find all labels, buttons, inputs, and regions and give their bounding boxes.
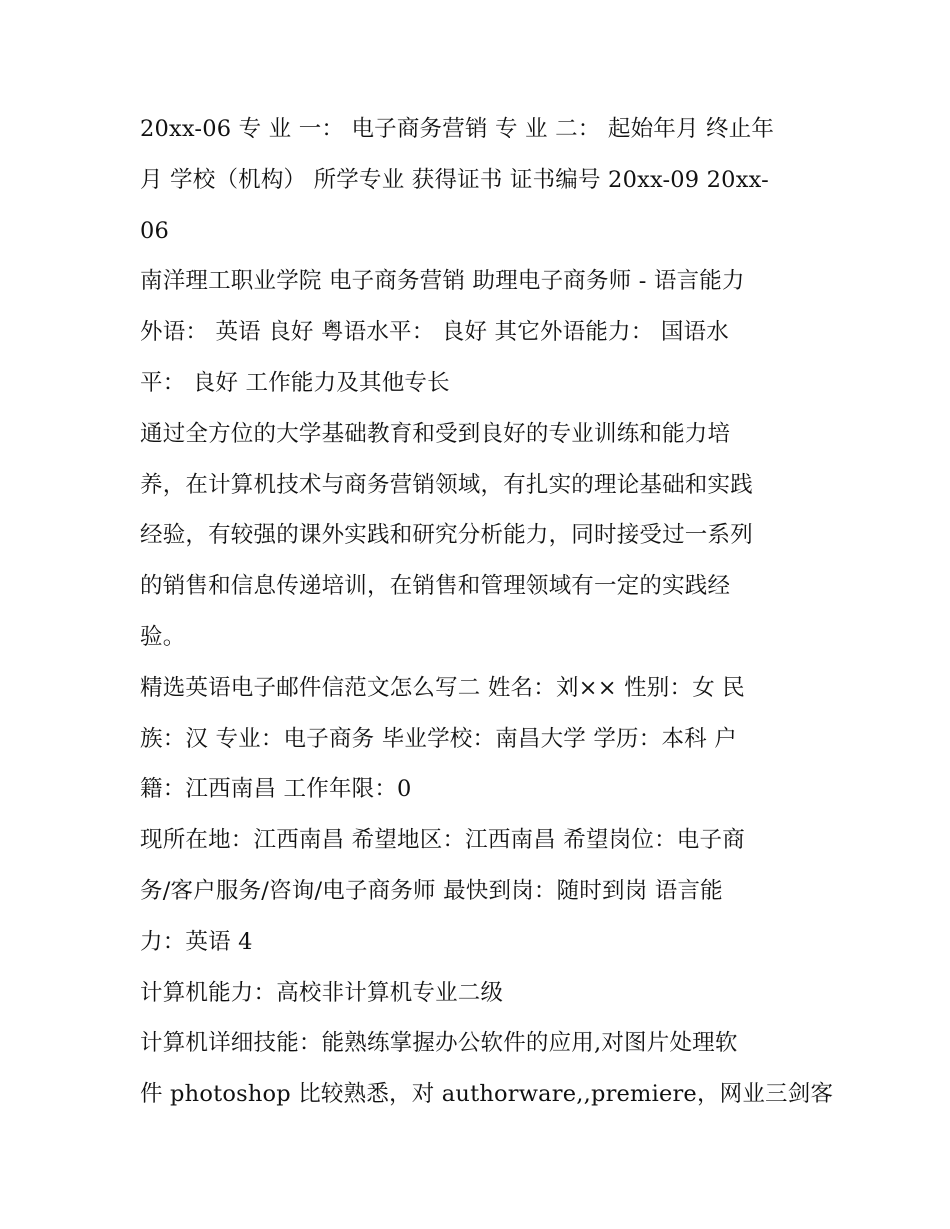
text-line: 南洋理工职业学院 电子商务营销 助理电子商务师 - 语言能力 xyxy=(140,268,745,295)
text-line: 月 学校（机构） 所学专业 获得证书 证书编号 20xx-09 20xx- xyxy=(140,166,769,193)
text-line: 20xx-06 专 业 一： 电子商务营销 专 业 二： 起始年月 终止年 xyxy=(140,116,775,142)
text-line: 平： 良好 工作能力及其他专长 xyxy=(140,369,450,396)
text-line: 族：汉 专业：电子商务 毕业学校：南昌大学 学历：本科 户 xyxy=(140,725,737,752)
text-line: 验。 xyxy=(140,623,186,650)
text-line: 计算机详细技能：能熟练掌握办公软件的应用,对图片处理软 xyxy=(140,1030,738,1057)
text-line: 养，在计算机技术与商务营销领域，有扎实的理论基础和实践 xyxy=(140,471,753,498)
text-line: 经验，有较强的课外实践和研究分析能力，同时接受过一系列 xyxy=(140,522,753,549)
text-line: 现所在地：江西南昌 希望地区：江西南昌 希望岗位：电子商 xyxy=(140,827,745,854)
text-line: 力：英语 4 xyxy=(140,928,253,955)
text-line: 的销售和信息传递培训，在销售和管理领域有一定的实践经 xyxy=(140,573,731,600)
text-line: 06 xyxy=(140,217,170,244)
text-line: 务/客户服务/咨询/电子商务师 最快到岗：随时到岗 语言能 xyxy=(140,877,723,904)
text-line: 籍：江西南昌 工作年限：0 xyxy=(140,776,412,803)
text-line: 精选英语电子邮件信范文怎么写二 姓名：刘×× 性别：女 民 xyxy=(140,674,745,701)
text-line: 计算机能力：高校非计算机专业二级 xyxy=(140,979,504,1006)
document-body xyxy=(140,104,834,1120)
text-line: 通过全方位的大学基础教育和受到良好的专业训练和能力培 xyxy=(140,420,731,447)
text-line: 外语： 英语 良好 粤语水平： 良好 其它外语能力： 国语水 xyxy=(140,319,729,346)
text-line: 件 photoshop 比较熟悉，对 authorware,,premiere，网业三剑客 xyxy=(140,1081,834,1108)
